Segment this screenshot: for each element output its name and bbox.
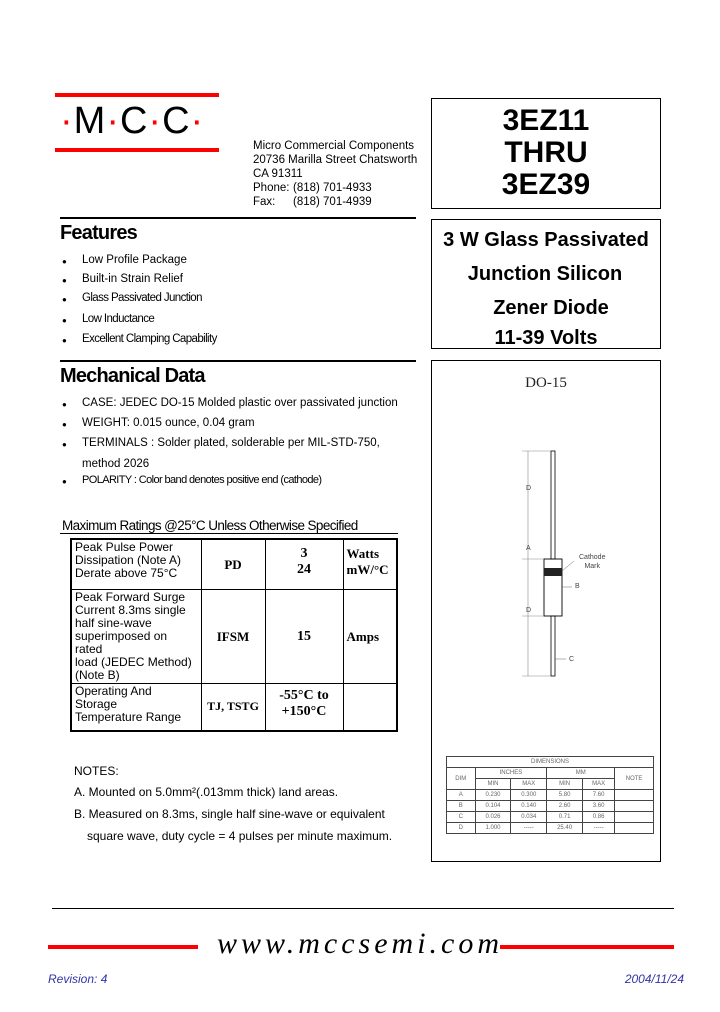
- symbol-cell: IFSM: [201, 589, 265, 683]
- dim-title: DIMENSIONS: [447, 757, 654, 768]
- label-d-top: D: [526, 485, 532, 492]
- dim-col-mm: MM: [547, 768, 615, 779]
- table-row: A 0.230 0.300 5.80 7.60: [447, 790, 654, 801]
- do15-outline-drawing: [432, 401, 660, 741]
- mech-weight: ● WEIGHT: 0.015 ounce, 0.04 gram: [62, 417, 398, 437]
- part-number-box: [431, 98, 661, 209]
- dim-col-min: MIN: [547, 779, 583, 790]
- symbol-cell: TJ, TSTG: [201, 683, 265, 731]
- dim-col-max: MAX: [583, 779, 615, 790]
- dimensions-table: [446, 756, 654, 834]
- revision-date: 2004/11/24: [624, 972, 684, 986]
- table-row: D 1.000 ----- 25.40 -----: [447, 823, 654, 834]
- company-city: CA 91311: [253, 168, 303, 180]
- part-thru: THRU: [504, 136, 588, 169]
- mech-case: ● CASE: JEDEC DO-15 Molded plastic over passivated junction: [62, 397, 398, 417]
- dim-col-max: MAX: [511, 779, 547, 790]
- company-address: [253, 139, 417, 209]
- note-b-cont: square wave, duty cycle = 4 pulses per minute maximum.: [87, 829, 393, 843]
- part-to: 3EZ39: [501, 168, 591, 201]
- dim-col-min: MIN: [475, 779, 511, 790]
- mechanical-list: [62, 397, 398, 486]
- company-name: Micro Commercial Components: [253, 140, 415, 152]
- ratings-rule: [60, 533, 398, 534]
- param-cell: Peak Forward Surge Current 8.3ms single half sine-wave superimposed on rated load (JEDEC Method) (Note B): [71, 589, 201, 683]
- description-box: [431, 219, 661, 349]
- desc-line3: Zener Diode: [493, 297, 609, 319]
- label-b: B: [575, 583, 580, 590]
- website-url[interactable]: www.mccsemi.com: [216, 927, 504, 960]
- notes-title: NOTES:: [74, 764, 119, 778]
- label-d-bottom: D: [526, 607, 532, 614]
- table-row: [71, 683, 397, 731]
- company-phone: Phone: (818) 701-4933: [253, 182, 372, 194]
- value-cell: 15: [265, 589, 343, 683]
- feature-item: ● Excellent Clamping Capability: [62, 333, 217, 353]
- table-row: [71, 539, 397, 589]
- value-cell: 3 24: [265, 539, 343, 589]
- label-cathode: Cathode Mark: [579, 554, 606, 570]
- mechanical-title: Mechanical Data: [60, 365, 205, 387]
- desc-line2: Junction Silicon: [467, 263, 623, 285]
- mechanical-rule: [60, 360, 416, 362]
- logo-bottom-bar: [55, 148, 219, 152]
- table-row: C 0.026 0.034 0.71 0.86: [447, 812, 654, 823]
- features-title: Features: [60, 222, 137, 244]
- desc-line1: 3 W Glass Passivated: [443, 229, 649, 251]
- revision: Revision: 4: [48, 972, 108, 986]
- features-list: [62, 254, 217, 353]
- logo-top-bar: [55, 93, 219, 97]
- param-cell: Operating And Storage Temperature Range: [71, 683, 201, 731]
- value-cell: -55°C to +150°C: [265, 683, 343, 731]
- company-street: 20736 Marilla Street Chatsworth: [253, 154, 418, 166]
- symbol-cell: PD: [201, 539, 265, 589]
- mech-terminals-cont: method 2026: [82, 458, 150, 470]
- footer-rule: [52, 908, 674, 909]
- package-name: DO-15: [525, 375, 567, 391]
- ratings-title: Maximum Ratings @25°C Unless Otherwise Specified: [62, 518, 358, 533]
- unit-cell: Amps: [343, 589, 397, 683]
- dimensions-table-wrap: [446, 756, 654, 834]
- table-row: [71, 589, 397, 683]
- label-a: A: [526, 545, 531, 552]
- unit-cell: Watts mW/°C: [343, 539, 397, 589]
- param-cell: Peak Pulse Power Dissipation (Note A) Derate above 75°C: [71, 539, 201, 589]
- package-box: [431, 360, 661, 862]
- feature-item: ● Glass Passivated Junction: [62, 292, 217, 313]
- label-c: C: [569, 656, 575, 663]
- notes: [74, 764, 392, 847]
- dim-col-dim: DIM: [447, 768, 476, 790]
- dim-col-note: NOTE: [615, 768, 654, 790]
- unit-cell: [343, 683, 397, 731]
- mech-polarity: ● POLARITY : Color band denotes positive end (cathode): [62, 474, 398, 486]
- note-b: B. Measured on 8.3ms, single half sine-wave or equivalent: [74, 807, 385, 821]
- ratings-table: [70, 538, 398, 732]
- company-fax: Fax: (818) 701-4939: [253, 196, 372, 208]
- feature-item: ● Low Inductance: [62, 313, 217, 333]
- desc-line4: 11-39 Volts: [494, 327, 598, 349]
- dim-col-inches: INCHES: [475, 768, 547, 779]
- mcc-logo: ·M·C·C·: [60, 100, 205, 142]
- mech-terminals: ● TERMINALS : Solder plated, solderable per MIL-STD-750,: [62, 437, 398, 458]
- feature-item: ● Low Profile Package: [62, 254, 217, 273]
- note-a: A. Mounted on 5.0mm²(.013mm thick) land areas.: [74, 785, 339, 799]
- part-from: 3EZ11: [502, 104, 590, 137]
- table-row: B 0.104 0.140 2.60 3.60: [447, 801, 654, 812]
- feature-item: ● Built-in Strain Relief: [62, 273, 217, 292]
- features-rule: [60, 217, 416, 219]
